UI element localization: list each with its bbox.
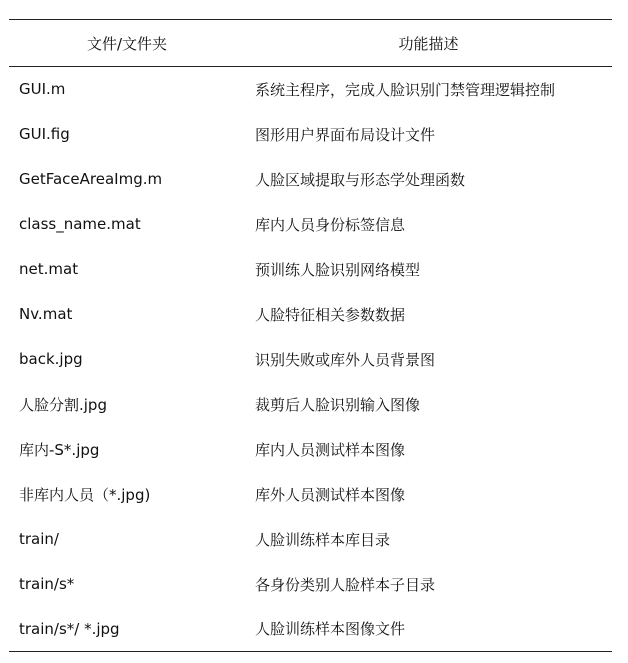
- description-cell: 人脸区域提取与形态学处理函数: [255, 170, 466, 189]
- table-row: [9, 517, 612, 562]
- table-row: [9, 157, 612, 202]
- table-row: [9, 472, 612, 517]
- table-row: [9, 562, 612, 607]
- header-file: 文件/文件夹: [9, 20, 245, 67]
- file-cell: 库内-S*.jpg: [19, 440, 100, 459]
- description-cell: 人脸特征相关参数数据: [255, 305, 406, 324]
- file-description-table: [9, 19, 612, 652]
- table-row: [9, 67, 612, 112]
- description-cell: 库内人员测试样本图像: [255, 440, 406, 459]
- table-row: [9, 607, 612, 652]
- description-cell: 人脸训练样本图像文件: [245, 607, 612, 652]
- file-cell: train/s*: [19, 575, 75, 593]
- table-row: [9, 382, 612, 427]
- table-row: [9, 292, 612, 337]
- file-cell: back.jpg: [19, 350, 83, 368]
- description-cell: 库外人员测试样本图像: [255, 485, 406, 504]
- table-body: [9, 67, 612, 652]
- table-header: [9, 20, 612, 67]
- table-row: [9, 337, 612, 382]
- description-cell: 图形用户界面布局设计文件: [255, 125, 436, 144]
- file-cell: class_name.mat: [19, 215, 141, 233]
- description-cell: 裁剪后人脸识别输入图像: [255, 395, 421, 414]
- header-row: [9, 20, 612, 67]
- header-description: 功能描述: [245, 20, 612, 67]
- table-row: [9, 112, 612, 157]
- description-cell: 各身份类别人脸样本子目录: [255, 575, 436, 594]
- file-cell: GUI.fig: [19, 125, 70, 143]
- file-cell: train/s*/ *.jpg: [9, 607, 245, 652]
- table-row: [9, 427, 612, 472]
- file-cell: GetFaceAreaImg.m: [19, 170, 163, 188]
- file-cell: 人脸分割.jpg: [19, 395, 107, 414]
- file-cell: Nv.mat: [19, 305, 73, 323]
- description-cell: 人脸训练样本库目录: [255, 530, 391, 549]
- description-cell: 预训练人脸识别网络模型: [255, 260, 421, 279]
- file-cell: train/: [19, 530, 59, 548]
- table-row: [9, 247, 612, 292]
- description-cell: 系统主程序，完成人脸识别门禁管理逻辑控制: [255, 80, 556, 99]
- description-cell: 库内人员身份标签信息: [255, 215, 406, 234]
- table-row: [9, 202, 612, 247]
- file-cell: GUI.m: [19, 80, 66, 99]
- file-cell: 非库内人员（*.jpg): [19, 485, 151, 504]
- file-cell: net.mat: [19, 260, 79, 278]
- description-cell: 识别失败或库外人员背景图: [255, 350, 436, 369]
